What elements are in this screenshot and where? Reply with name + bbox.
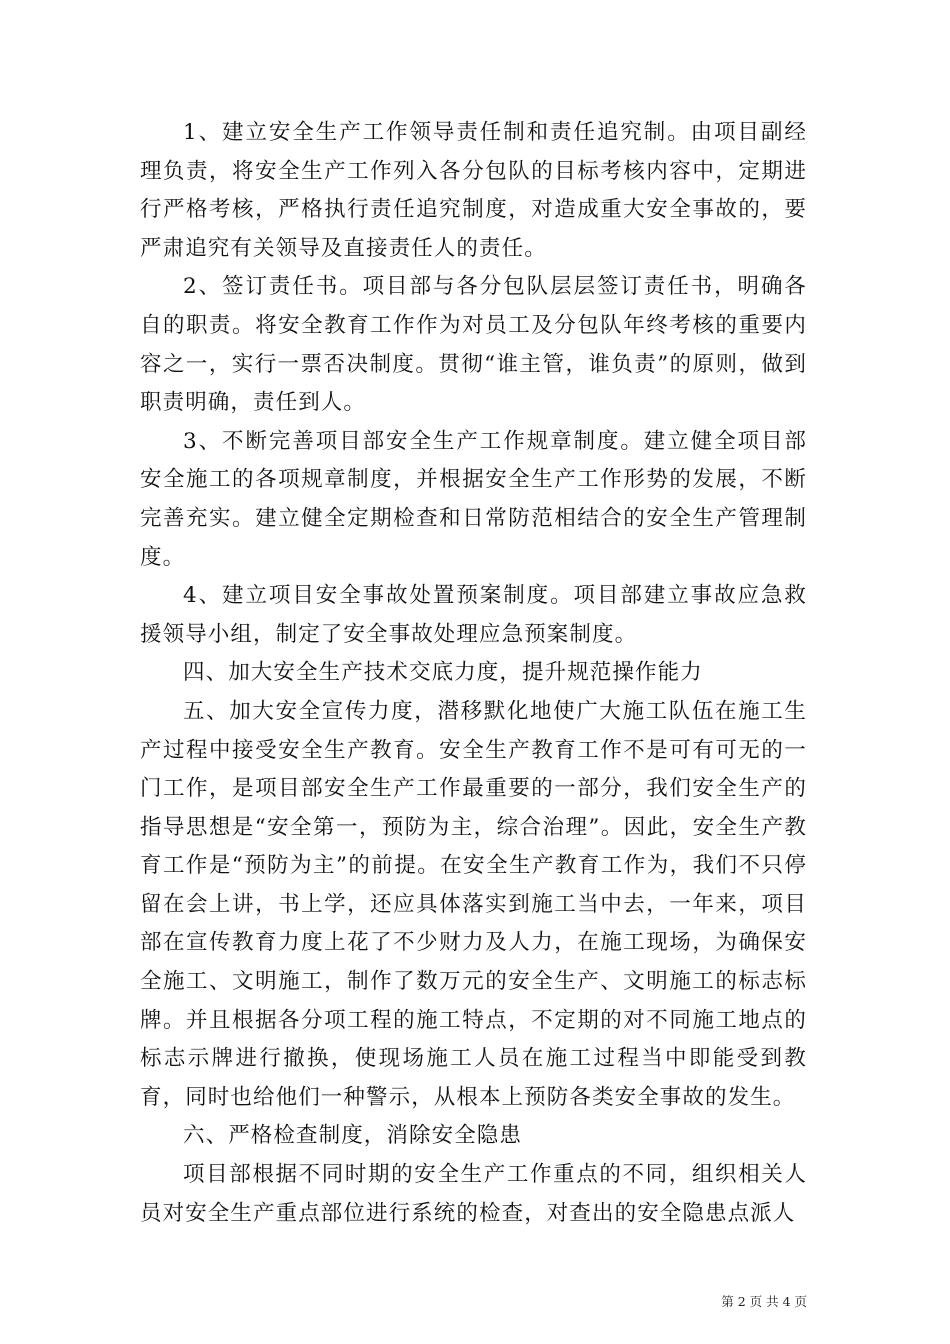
page-number: 第 2 页 共 4 页 [721, 1294, 807, 1309]
paragraph-safety-publicity: 五、加大安全宣传力度，潜移默化地使广大施工队伍在施工生产过程中接受安全生产教育。安全生产教育工作不是可有可无的一门工作，是项目部安全生产工作最重要的一部分，我们安全生产的指导思想是“安全第一，预防为主，综合治理”。因此，安全生产教育工作是“预防为主”的前提。在安全生产教育工作为，我们不只停留在会上讲，书上学，还应具体落实到施工当中去，一年来，项目部在宣传教育力度上花了不少财力及人力，在施工现场，为确保安全施工、文明施工，制作了数万元的安全生产、文明施工的标志标牌。并且根据各分项工程的施工特点，不定期的对不同施工地点的标志示牌进行撤换，使现场施工人员在施工过程当中即能受到教育，同时也给他们一种警示，从根本上预防各类安全事故的发生。 [140, 698, 807, 1110]
document-body [140, 114, 807, 1233]
paragraph-responsibility-letter: 2、签订责任书。项目部与各分包队层层签订责任书，明确各自的职责。将安全教育工作作为对员工及分包队年终考核的重要内容之一，实行一票否决制度。贯彻“谁主管，谁负责”的原则，做到职责明确，责任到人。 [140, 274, 807, 416]
paragraph-rules-improvement: 3、不断完善项目部安全生产工作规章制度。建立健全项目部安全施工的各项规章制度，并根据安全生产工作形势的发展，不断完善充实。建立健全定期检查和日常防范相结合的安全生产管理制度。 [140, 428, 807, 570]
paragraph-inspection: 项目部根据不同时期的安全生产工作重点的不同，组织相关人员对安全生产重点部位进行系统的检查，对查出的安全隐患点派人 [140, 1162, 807, 1226]
paragraph-responsibility-system: 1、建立安全生产工作领导责任制和责任追究制。由项目副经理负责，将安全生产工作列入各分包队的目标考核内容中，定期进行严格考核，严格执行责任追究制度，对造成重大安全事故的，要严肃追究有关领导及直接责任人的责任。 [140, 120, 807, 261]
section-heading-technical-briefing: 四、加大安全生产技术交底力度，提升规范操作能力 [183, 660, 703, 686]
section-heading-inspection: 六、严格检查制度，消除安全隐患 [183, 1123, 523, 1149]
paragraph-emergency-plan: 4、建立项目安全事故处置预案制度。项目部建立事故应急救援领导小组，制定了安全事故处理应急预案制度。 [140, 583, 807, 647]
